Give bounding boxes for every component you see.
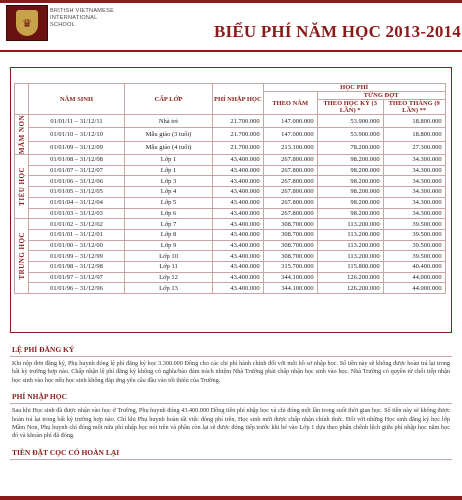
table-row: [15, 208, 446, 219]
col-group-header: [15, 84, 29, 115]
cell-theo-nam: 308.700.000: [263, 251, 317, 262]
col-theo-nam: THEO NĂM: [263, 92, 317, 115]
cell-theo-nam: 267.800.000: [263, 176, 317, 187]
cell-cap-lop: Mẫu giáo (3 tuổi): [125, 128, 213, 141]
cell-theo-nam: 344.100.000: [263, 283, 317, 294]
cell-phi-nhap-hoc: 43.400.000: [213, 176, 264, 187]
cell-phi-nhap-hoc: 21.700.000: [213, 141, 264, 154]
cell-theo-thang: 39.500.000: [383, 251, 445, 262]
cell-cap-lop: Mẫu giáo (4 tuổi): [125, 141, 213, 154]
cell-theo-thang: 39.500.000: [383, 229, 445, 240]
cell-theo-hoc-ky: 115.800.000: [317, 261, 383, 272]
cell-theo-nam: 267.800.000: [263, 165, 317, 176]
cell-nam-sinh: 01/01/02 – 31/12/02: [29, 219, 125, 230]
cell-theo-thang: 34.300.000: [383, 187, 445, 198]
cell-phi-nhap-hoc: 43.400.000: [213, 155, 264, 166]
cell-cap-lop: Lớp 13: [125, 283, 213, 294]
cell-theo-hoc-ky: 98.200.000: [317, 208, 383, 219]
bottom-band: [0, 496, 462, 500]
school-name-line-1: BRITISH VIETNAMESE: [50, 8, 115, 14]
cell-cap-lop: Lớp 9: [125, 240, 213, 251]
cell-nam-sinh: 01/01/06 – 31/12/06: [29, 176, 125, 187]
cell-theo-nam: 267.800.000: [263, 187, 317, 198]
col-nam-sinh: NĂM SINH: [29, 84, 125, 115]
col-theo-hoc-ky: THEO HỌC KỲ (3 LẦN) *: [317, 100, 383, 115]
cell-theo-nam: 267.800.000: [263, 208, 317, 219]
cell-phi-nhap-hoc: 43.400.000: [213, 187, 264, 198]
phi-nhap-hoc-heading: PHÍ NHẬP HỌC: [10, 389, 452, 404]
cell-phi-nhap-hoc: 43.400.000: [213, 208, 264, 219]
cell-nam-sinh: 01/01/11 – 31/12/11: [29, 115, 125, 128]
cell-nam-sinh: 01/01/97 – 31/12/97: [29, 272, 125, 283]
cell-nam-sinh: 01/01/07 – 31/12/07: [29, 165, 125, 176]
table-row: [15, 251, 446, 262]
table-row: [15, 165, 446, 176]
table-row: [15, 128, 446, 141]
dat-coc-heading: TIỀN ĐẶT CỌC CÓ HOÀN LẠI: [10, 445, 452, 460]
cell-theo-nam: 213.100.000: [263, 141, 317, 154]
cell-theo-hoc-ky: 98.200.000: [317, 165, 383, 176]
cell-theo-thang: 34.300.000: [383, 176, 445, 187]
cell-nam-sinh: 01/01/04 – 31/12/04: [29, 197, 125, 208]
cell-phi-nhap-hoc: 43.400.000: [213, 240, 264, 251]
school-logo: [6, 5, 48, 41]
school-name-line-2: INTERNATIONAL: [50, 15, 98, 21]
group-label: [15, 219, 29, 294]
cell-cap-lop: Lớp 3: [125, 176, 213, 187]
cell-theo-nam: 267.800.000: [263, 197, 317, 208]
cell-cap-lop: Lớp 10: [125, 251, 213, 262]
cell-theo-thang: 27.300.000: [383, 141, 445, 154]
table-row: [15, 272, 446, 283]
cell-theo-hoc-ky: 113.200.000: [317, 229, 383, 240]
group-label: [15, 115, 29, 155]
table-row: [15, 229, 446, 240]
cell-phi-nhap-hoc: 43.400.000: [213, 219, 264, 230]
cell-theo-thang: 34.300.000: [383, 208, 445, 219]
phi-nhap-hoc-text: Sau khi Học sinh đã được nhận vào học ở Trường, Phụ huynh đóng 43.400.000 Đồng tiền phí nhập học và chỉ đóng một lần trong suốt thời gian học. Số tiền này sẽ không được hoàn trả lại trong bất kỳ trường hợp nào. Chỉ khi Phụ huynh hoàn tất việc đóng phí trên, Học sinh mới được chấp nhận chính thức. Đối với những Học sinh đăng ký học lớp Mầm Non, Phụ huynh chỉ đóng một nửa phí nhập học nói trên và phần còn lại sẽ được đóng tiếp trước khi bé vào Lớp 1 dựa theo phân chênh lệch giữa phí nhập học năm học đó và khoản phí đã đóng.: [12, 407, 450, 440]
table-row: [15, 187, 446, 198]
cell-phi-nhap-hoc: 21.700.000: [213, 115, 264, 128]
table-row: [15, 240, 446, 251]
cell-nam-sinh: 01/01/03 – 31/12/03: [29, 208, 125, 219]
cell-theo-nam: 344.100.000: [263, 272, 317, 283]
fee-notes: [10, 340, 452, 460]
cell-phi-nhap-hoc: 43.400.000: [213, 251, 264, 262]
cell-nam-sinh: 01/01/99 – 31/12/99: [29, 251, 125, 262]
cell-theo-thang: 39.500.000: [383, 219, 445, 230]
cell-phi-nhap-hoc: 43.400.000: [213, 229, 264, 240]
cell-theo-nam: 147.000.000: [263, 115, 317, 128]
group-label-text: TIỂU HỌC: [17, 167, 26, 207]
cell-theo-nam: 308.700.000: [263, 219, 317, 230]
le-phi-text: Khi nộp đơn đăng ký, Phụ huynh đóng lệ phí đăng ký học 3.300.000 Đồng cho các chi phí hành chính đối với mỗi hồ sơ nhập học. Số tiền này sẽ không được hoàn trả lại trong bất kỳ trường hợp nào. Chấp nhận lệ phí đăng ký không có nghĩa/bảo đảm trách nhiệm Nhà Trường phải chấp nhận học sinh vào học. Nhà Trường có quyền từ chối tiếp nhận học sinh vào học nếu học sinh không đáp ứng yêu cầu đầu vào tối thiểu của Trường.: [12, 360, 450, 384]
cell-theo-thang: 34.300.000: [383, 165, 445, 176]
cell-cap-lop: Lớp 11: [125, 261, 213, 272]
cell-theo-hoc-ky: 98.200.000: [317, 187, 383, 198]
table-row: [15, 176, 446, 187]
cell-phi-nhap-hoc: 43.400.000: [213, 197, 264, 208]
cell-cap-lop: Lớp 12: [125, 272, 213, 283]
col-theo-thang: THEO THÁNG (9 LẦN) **: [383, 100, 445, 115]
cell-theo-hoc-ky: 126.200.000: [317, 272, 383, 283]
cell-phi-nhap-hoc: 43.400.000: [213, 272, 264, 283]
cell-theo-hoc-ky: 113.200.000: [317, 240, 383, 251]
col-phi-nhap-hoc: PHÍ NHẬP HỌC: [213, 84, 264, 115]
cell-phi-nhap-hoc: 43.400.000: [213, 165, 264, 176]
cell-cap-lop: Lớp 6: [125, 208, 213, 219]
table-row: [15, 261, 446, 272]
cell-theo-nam: 267.800.000: [263, 155, 317, 166]
table-row: [15, 197, 446, 208]
cell-nam-sinh: 01/01/00 – 31/12/00: [29, 240, 125, 251]
cell-cap-lop: Lớp 7: [125, 219, 213, 230]
top-band: [0, 0, 462, 3]
cell-theo-hoc-ky: 113.200.000: [317, 251, 383, 262]
cell-theo-thang: 18.800.000: [383, 115, 445, 128]
table-row: [15, 155, 446, 166]
cell-cap-lop: Lớp 1: [125, 155, 213, 166]
cell-nam-sinh: 01/01/98 – 31/12/98: [29, 261, 125, 272]
le-phi-heading: LỆ PHÍ ĐĂNG KÝ: [10, 342, 452, 357]
group-label-text: TRUNG HỌC: [17, 232, 26, 280]
cell-cap-lop: Lớp 1: [125, 165, 213, 176]
table-row: [15, 115, 446, 128]
cell-theo-nam: 315.700.000: [263, 261, 317, 272]
col-hoc-phi: HỌC PHÍ: [263, 84, 445, 92]
cell-nam-sinh: 01/01/01 – 31/12/01: [29, 229, 125, 240]
cell-nam-sinh: 01/01/05 – 31/12/05: [29, 187, 125, 198]
group-label-text: MẦM NON: [17, 115, 26, 155]
cell-theo-nam: 308.700.000: [263, 240, 317, 251]
cell-theo-thang: 44.000.000: [383, 272, 445, 283]
cell-theo-hoc-ky: 98.200.000: [317, 155, 383, 166]
title-rule: [0, 50, 462, 52]
cell-theo-hoc-ky: 98.200.000: [317, 197, 383, 208]
cell-theo-hoc-ky: 113.200.000: [317, 219, 383, 230]
table-row: [15, 283, 446, 294]
cell-cap-lop: Lớp 4: [125, 187, 213, 198]
cell-theo-thang: 18.800.000: [383, 128, 445, 141]
cell-nam-sinh: 01/01/10 – 31/12/10: [29, 128, 125, 141]
cell-theo-nam: 308.700.000: [263, 229, 317, 240]
cell-theo-thang: 44.000.000: [383, 283, 445, 294]
cell-theo-nam: 147.000.000: [263, 128, 317, 141]
fee-table: [14, 83, 446, 294]
cell-cap-lop: Nhà trẻ: [125, 115, 213, 128]
table-row: [15, 219, 446, 230]
cell-theo-hoc-ky: 78.200.000: [317, 141, 383, 154]
cell-theo-thang: 40.400.000: [383, 261, 445, 272]
col-cap-lop: CẤP LỚP: [125, 84, 213, 115]
cell-theo-hoc-ky: 126.200.000: [317, 283, 383, 294]
cell-theo-hoc-ky: 98.200.000: [317, 176, 383, 187]
cell-cap-lop: Lớp 5: [125, 197, 213, 208]
school-name: [50, 8, 114, 29]
cell-nam-sinh: 01/01/08 – 31/12/08: [29, 155, 125, 166]
fee-table-box: [10, 67, 452, 333]
school-name-line-3: SCHOOL: [50, 22, 76, 28]
cell-phi-nhap-hoc: 43.400.000: [213, 261, 264, 272]
cell-theo-hoc-ky: 53.900.000: [317, 128, 383, 141]
cell-theo-thang: 39.500.000: [383, 240, 445, 251]
cell-theo-thang: 34.300.000: [383, 155, 445, 166]
crest-icon: ♛: [16, 10, 38, 36]
col-tung-dot: TỪNG ĐỢT: [317, 92, 445, 100]
cell-theo-thang: 34.300.000: [383, 197, 445, 208]
group-label: [15, 155, 29, 219]
cell-nam-sinh: 01/01/09 – 31/12/09: [29, 141, 125, 154]
cell-phi-nhap-hoc: 21.700.000: [213, 128, 264, 141]
cell-cap-lop: Lớp 8: [125, 229, 213, 240]
cell-nam-sinh: 01/01/96 – 31/12/96: [29, 283, 125, 294]
page-title: BIỂU PHÍ NĂM HỌC 2013-2014: [214, 22, 461, 41]
table-row: [15, 141, 446, 154]
cell-phi-nhap-hoc: 43.400.000: [213, 283, 264, 294]
cell-theo-hoc-ky: 53.900.000: [317, 115, 383, 128]
